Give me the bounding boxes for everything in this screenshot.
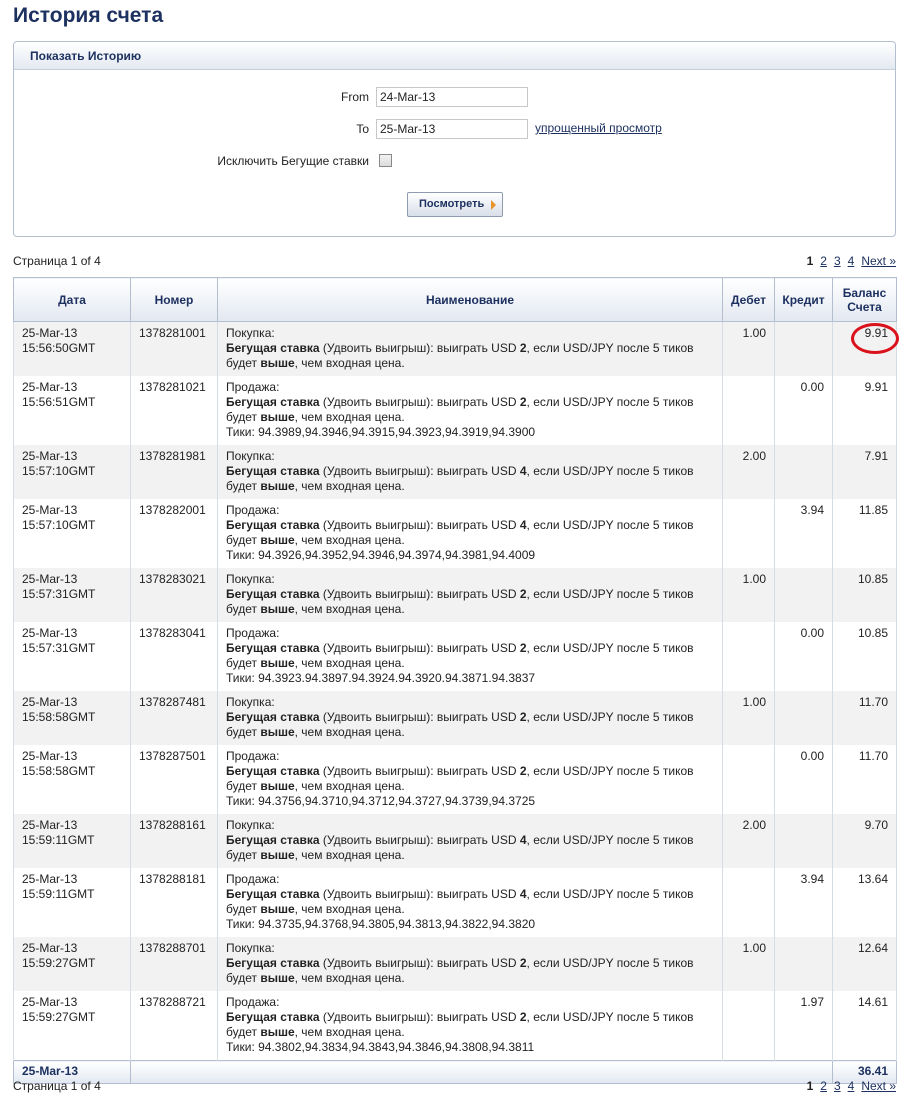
cell-description	[218, 622, 723, 691]
direction: выше	[260, 356, 295, 370]
cell-balance	[833, 868, 897, 937]
time-value: 15:57:10GMT	[22, 464, 96, 478]
total-date: 25-Mar-13	[14, 1061, 131, 1084]
arrow-right-icon	[491, 200, 496, 210]
bet-type: Бегущая ставка	[226, 518, 320, 532]
bet-condition-cont: будет	[226, 602, 261, 616]
cell-number: 1378281021	[131, 376, 218, 445]
cell-credit: 0.00	[775, 376, 833, 445]
cell-debit: 2.00	[723, 445, 775, 499]
bet-type: Бегущая ставка	[226, 395, 320, 409]
time-value: 15:57:31GMT	[22, 587, 96, 601]
cell-date	[14, 622, 131, 691]
payout-amount: 4	[519, 833, 527, 847]
time-value: 15:58:58GMT	[22, 710, 96, 724]
bet-condition-cont: будет	[226, 533, 261, 547]
cell-credit	[775, 568, 833, 622]
to-label: To	[356, 122, 369, 136]
cell-credit	[775, 814, 833, 868]
payout-amount: 4	[519, 464, 527, 478]
cell-number: 1378283041	[131, 622, 218, 691]
cell-description	[218, 499, 723, 568]
bet-condition-end: , чем входная цена.	[294, 356, 405, 370]
bet-type: Бегущая ставка	[226, 956, 320, 970]
bet-condition-end: , чем входная цена.	[294, 656, 405, 670]
bet-condition-cont: будет	[226, 848, 261, 862]
date-value: 25-Mar-13	[22, 695, 78, 709]
balance-value: 10.85	[857, 626, 888, 640]
bet-condition-cont: будет	[226, 1025, 261, 1039]
bet-text: (Удвоить выигрыш): выиграть USD	[319, 395, 520, 409]
pagination-top	[800, 254, 896, 268]
cell-debit: 1.00	[723, 322, 775, 377]
transaction-type: Покупка:	[226, 695, 275, 709]
payout-amount: 4	[519, 518, 527, 532]
bet-type: Бегущая ставка	[226, 764, 320, 778]
bet-condition-cont: будет	[226, 479, 261, 493]
transaction-type: Продажа:	[226, 503, 280, 517]
cell-number: 1378288701	[131, 937, 218, 991]
cell-date	[14, 937, 131, 991]
transaction-type: Продажа:	[226, 872, 280, 886]
cell-description	[218, 868, 723, 937]
transaction-type: Покупка:	[226, 326, 275, 340]
direction: выше	[260, 779, 295, 793]
tick-values: Тики: 94.3989,94.3946,94.3915,94.3923,94.3919,94.3900	[226, 425, 536, 439]
cell-number: 1378283021	[131, 568, 218, 622]
account-history-table	[13, 277, 897, 1084]
date-value: 25-Mar-13	[22, 818, 78, 832]
balance-value: 7.91	[864, 449, 888, 463]
date-value: 25-Mar-13	[22, 449, 78, 463]
balance-value: 9.70	[864, 818, 888, 832]
cell-debit	[723, 991, 775, 1061]
cell-description	[218, 445, 723, 499]
cell-balance	[833, 322, 897, 377]
column-header-date[interactable]: Дата	[14, 278, 131, 322]
total-balance: 36.41	[833, 1061, 897, 1084]
view-button[interactable]	[407, 192, 503, 217]
bet-condition-end: , чем входная цена.	[294, 971, 405, 985]
table-row	[14, 445, 897, 499]
table-row	[14, 868, 897, 937]
cell-description	[218, 814, 723, 868]
cell-credit	[775, 691, 833, 745]
direction: выше	[260, 533, 295, 547]
cell-debit: 1.00	[723, 937, 775, 991]
payout-amount: 2	[519, 710, 527, 724]
table-row	[14, 376, 897, 445]
cell-date	[14, 868, 131, 937]
cell-date	[14, 814, 131, 868]
cell-number: 1378282001	[131, 499, 218, 568]
time-value: 15:56:51GMT	[22, 395, 96, 409]
time-value: 15:57:31GMT	[22, 641, 96, 655]
cell-credit: 3.94	[775, 868, 833, 937]
date-value: 25-Mar-13	[22, 380, 78, 394]
exclude-running-bets-checkbox[interactable]	[379, 154, 392, 167]
view-button-label: Посмотреть	[419, 198, 485, 210]
cell-number: 1378281001	[131, 322, 218, 377]
bet-condition-end: , чем входная цена.	[294, 725, 405, 739]
bet-text: (Удвоить выигрыш): выиграть USD	[319, 518, 520, 532]
column-header-credit[interactable]: Кредит	[775, 278, 833, 322]
tick-values: Тики: 94.3923.94.3897.94.3924.94.3920.94.3871.94.3837	[226, 671, 536, 685]
cell-balance	[833, 814, 897, 868]
tick-values: Тики: 94.3735,94.3768,94.3805,94.3813,94.3822,94.3820	[226, 917, 536, 931]
from-label: From	[341, 90, 369, 104]
balance-value: 14.61	[857, 995, 888, 1009]
time-value: 15:57:10GMT	[22, 518, 96, 532]
cell-credit: 3.94	[775, 499, 833, 568]
table-row	[14, 937, 897, 991]
table-row	[14, 568, 897, 622]
transaction-type: Покупка:	[226, 941, 275, 955]
bet-type: Бегущая ставка	[226, 710, 320, 724]
direction: выше	[260, 602, 295, 616]
cell-number: 1378287481	[131, 691, 218, 745]
bet-condition: , если USD/JPY после 5 тиков	[526, 1010, 694, 1024]
bet-type: Бегущая ставка	[226, 1010, 320, 1024]
bet-text: (Удвоить выигрыш): выиграть USD	[319, 710, 520, 724]
bet-condition-cont: будет	[226, 356, 261, 370]
cell-date	[14, 445, 131, 499]
cell-debit: 1.00	[723, 568, 775, 622]
exclude-running-bets-label: Исключить Бегущие ставки	[217, 154, 369, 168]
column-header-number[interactable]: Номер	[131, 278, 218, 322]
balance-value: 11.70	[858, 695, 888, 709]
cell-description	[218, 376, 723, 445]
bet-condition: , если USD/JPY после 5 тиков	[526, 887, 694, 901]
payout-amount: 4	[519, 887, 527, 901]
pagination-bottom	[800, 1079, 896, 1093]
bet-type: Бегущая ставка	[226, 887, 320, 901]
table-row	[14, 622, 897, 691]
cell-debit	[723, 745, 775, 814]
bet-condition: , если USD/JPY после 5 тиков	[526, 956, 694, 970]
bet-condition-cont: будет	[226, 902, 261, 916]
balance-header-line2: Счета	[847, 299, 882, 314]
table-row	[14, 814, 897, 868]
bet-condition: , если USD/JPY после 5 тиков	[526, 710, 694, 724]
bet-text: (Удвоить выигрыш): выиграть USD	[319, 587, 520, 601]
bet-text: (Удвоить выигрыш): выиграть USD	[319, 956, 520, 970]
bet-type: Бегущая ставка	[226, 587, 320, 601]
table-row	[14, 691, 897, 745]
cell-number: 1378288181	[131, 868, 218, 937]
bet-condition-end: , чем входная цена.	[294, 602, 405, 616]
table-row	[14, 991, 897, 1061]
cell-credit: 0.00	[775, 622, 833, 691]
bet-type: Бегущая ставка	[226, 641, 320, 655]
time-value: 15:56:50GMT	[22, 341, 96, 355]
page-title: История счета	[13, 4, 164, 27]
cell-number: 1378287501	[131, 745, 218, 814]
next-page-link[interactable]: Next »	[861, 1079, 896, 1093]
bet-condition: , если USD/JPY после 5 тиков	[526, 518, 694, 532]
bet-condition: , если USD/JPY после 5 тиков	[526, 764, 694, 778]
bet-condition: , если USD/JPY после 5 тиков	[526, 833, 694, 847]
transaction-type: Продажа:	[226, 749, 280, 763]
next-page-link[interactable]: Next »	[861, 254, 896, 268]
cell-debit	[723, 376, 775, 445]
time-value: 15:59:27GMT	[22, 1010, 96, 1024]
payout-amount: 2	[519, 341, 527, 355]
bet-condition-cont: будет	[226, 656, 261, 670]
bet-condition-end: , чем входная цена.	[294, 533, 405, 547]
bet-text: (Удвоить выигрыш): выиграть USD	[319, 641, 520, 655]
page-status-bottom: Страница 1 of 4	[13, 1079, 101, 1093]
page-link-1[interactable]: 1	[806, 254, 814, 268]
tick-values: Тики: 94.3926,94.3952,94.3946,94.3974,94.3981,94.4009	[226, 548, 536, 562]
balance-value: 9.91	[864, 380, 888, 394]
cell-debit: 1.00	[723, 691, 775, 745]
cell-credit: 1.97	[775, 991, 833, 1061]
bet-condition: , если USD/JPY после 5 тиков	[526, 641, 694, 655]
time-value: 15:58:58GMT	[22, 764, 96, 778]
balance-value: 11.85	[858, 503, 888, 517]
cell-description	[218, 691, 723, 745]
date-value: 25-Mar-13	[22, 572, 78, 586]
direction: выше	[260, 656, 295, 670]
direction: выше	[260, 410, 295, 424]
table-row	[14, 499, 897, 568]
cell-date	[14, 691, 131, 745]
date-value: 25-Mar-13	[22, 749, 78, 763]
balance-header-line1: Баланс	[842, 285, 887, 300]
cell-description	[218, 745, 723, 814]
page-link-1[interactable]: 1	[806, 1079, 814, 1093]
direction: выше	[260, 1025, 295, 1039]
bet-condition: , если USD/JPY после 5 тиков	[526, 464, 694, 478]
bet-condition: , если USD/JPY после 5 тиков	[526, 395, 694, 409]
cell-number: 1378288161	[131, 814, 218, 868]
date-value: 25-Mar-13	[22, 995, 78, 1009]
cell-debit	[723, 499, 775, 568]
column-header-balance[interactable]	[833, 278, 897, 322]
to-date-input[interactable]	[376, 119, 528, 139]
cell-number: 1378281981	[131, 445, 218, 499]
transaction-type: Покупка:	[226, 818, 275, 832]
date-value: 25-Mar-13	[22, 503, 78, 517]
bet-text: (Удвоить выигрыш): выиграть USD	[319, 1010, 520, 1024]
table-header-row	[14, 278, 897, 322]
table-row	[14, 745, 897, 814]
payout-amount: 2	[519, 1010, 527, 1024]
bet-text: (Удвоить выигрыш): выиграть USD	[319, 833, 520, 847]
date-value: 25-Mar-13	[22, 872, 78, 886]
cell-description	[218, 937, 723, 991]
cell-credit	[775, 445, 833, 499]
bet-condition-cont: будет	[226, 725, 261, 739]
bet-condition-cont: будет	[226, 971, 261, 985]
cell-description	[218, 568, 723, 622]
cell-date	[14, 745, 131, 814]
cell-credit	[775, 322, 833, 377]
cell-balance	[833, 991, 897, 1061]
bet-condition-end: , чем входная цена.	[294, 1025, 405, 1039]
bet-condition: , если USD/JPY после 5 тиков	[526, 587, 694, 601]
highlight-circle	[851, 323, 899, 354]
bet-condition-end: , чем входная цена.	[294, 902, 405, 916]
cell-credit	[775, 937, 833, 991]
total-row	[14, 1061, 897, 1084]
balance-value: 10.85	[857, 572, 888, 586]
payout-amount: 2	[519, 395, 527, 409]
bet-type: Бегущая ставка	[226, 341, 320, 355]
payout-amount: 2	[519, 641, 527, 655]
date-value: 25-Mar-13	[22, 326, 78, 340]
transaction-type: Продажа:	[226, 995, 280, 1009]
cell-debit: 2.00	[723, 814, 775, 868]
balance-value: 9.91	[864, 326, 888, 340]
balance-value: 11.70	[858, 749, 888, 763]
cell-date	[14, 568, 131, 622]
balance-value: 12.64	[857, 941, 888, 955]
direction: выше	[260, 479, 295, 493]
cell-debit	[723, 622, 775, 691]
cell-date	[14, 376, 131, 445]
page-status: Страница 1 of 4	[13, 254, 101, 268]
bet-text: (Удвоить выигрыш): выиграть USD	[319, 341, 520, 355]
column-header-description[interactable]: Наименование	[218, 278, 723, 322]
bet-condition-cont: будет	[226, 410, 261, 424]
from-date-input[interactable]	[376, 87, 528, 107]
balance-value: 13.64	[857, 872, 888, 886]
page-link-2[interactable]: 2	[820, 254, 827, 268]
time-value: 15:59:11GMT	[22, 833, 95, 847]
bet-condition-end: , чем входная цена.	[294, 410, 405, 424]
time-value: 15:59:11GMT	[22, 887, 95, 901]
cell-number: 1378288721	[131, 991, 218, 1061]
cell-description	[218, 991, 723, 1061]
date-value: 25-Mar-13	[22, 941, 78, 955]
simple-view-link[interactable]: упрощенный просмотр	[535, 121, 662, 135]
cell-balance	[833, 568, 897, 622]
cell-balance	[833, 445, 897, 499]
bet-text: (Удвоить выигрыш): выиграть USD	[319, 887, 520, 901]
direction: выше	[260, 848, 295, 862]
bet-condition-cont: будет	[226, 779, 261, 793]
transaction-type: Продажа:	[226, 626, 280, 640]
date-value: 25-Mar-13	[22, 626, 78, 640]
bet-condition-end: , чем входная цена.	[294, 779, 405, 793]
cell-credit: 0.00	[775, 745, 833, 814]
page-link-4[interactable]: 4	[847, 1079, 855, 1093]
bet-type: Бегущая ставка	[226, 833, 320, 847]
tick-values: Тики: 94.3756,94.3710,94.3712,94.3727,94.3739,94.3725	[226, 794, 536, 808]
cell-balance	[833, 691, 897, 745]
table-row	[14, 322, 897, 377]
history-filter-panel	[13, 41, 896, 237]
transaction-type: Покупка:	[226, 572, 275, 586]
transaction-type: Покупка:	[226, 449, 275, 463]
bet-condition-end: , чем входная цена.	[294, 479, 405, 493]
cell-balance	[833, 376, 897, 445]
cell-debit	[723, 868, 775, 937]
page-link-3[interactable]: 3	[833, 254, 841, 268]
cell-date	[14, 499, 131, 568]
bet-text: (Удвоить выигрыш): выиграть USD	[319, 764, 520, 778]
payout-amount: 2	[519, 764, 527, 778]
page-link-4[interactable]: 4	[847, 254, 855, 268]
bet-text: (Удвоить выигрыш): выиграть USD	[319, 464, 520, 478]
cell-date	[14, 322, 131, 377]
cell-balance	[833, 499, 897, 568]
filter-panel-header: Показать Историю	[14, 42, 895, 70]
cell-balance	[833, 937, 897, 991]
direction: выше	[260, 725, 295, 739]
transaction-type: Продажа:	[226, 380, 280, 394]
bet-condition-end: , чем входная цена.	[294, 848, 405, 862]
column-header-debit[interactable]: Дебет	[723, 278, 775, 322]
total-spacer	[131, 1061, 833, 1084]
direction: выше	[260, 902, 295, 916]
payout-amount: 2	[519, 587, 527, 601]
cell-description	[218, 322, 723, 377]
bet-type: Бегущая ставка	[226, 464, 320, 478]
page-link-2[interactable]: 2	[820, 1079, 827, 1093]
direction: выше	[260, 971, 295, 985]
cell-balance	[833, 622, 897, 691]
page-link-3[interactable]: 3	[833, 1079, 841, 1093]
bet-condition: , если USD/JPY после 5 тиков	[526, 341, 694, 355]
tick-values: Тики: 94.3802,94.3834,94.3843,94.3846,94.3808,94.3811	[226, 1040, 535, 1054]
cell-date	[14, 991, 131, 1061]
cell-balance	[833, 745, 897, 814]
time-value: 15:59:27GMT	[22, 956, 96, 970]
payout-amount: 2	[519, 956, 527, 970]
